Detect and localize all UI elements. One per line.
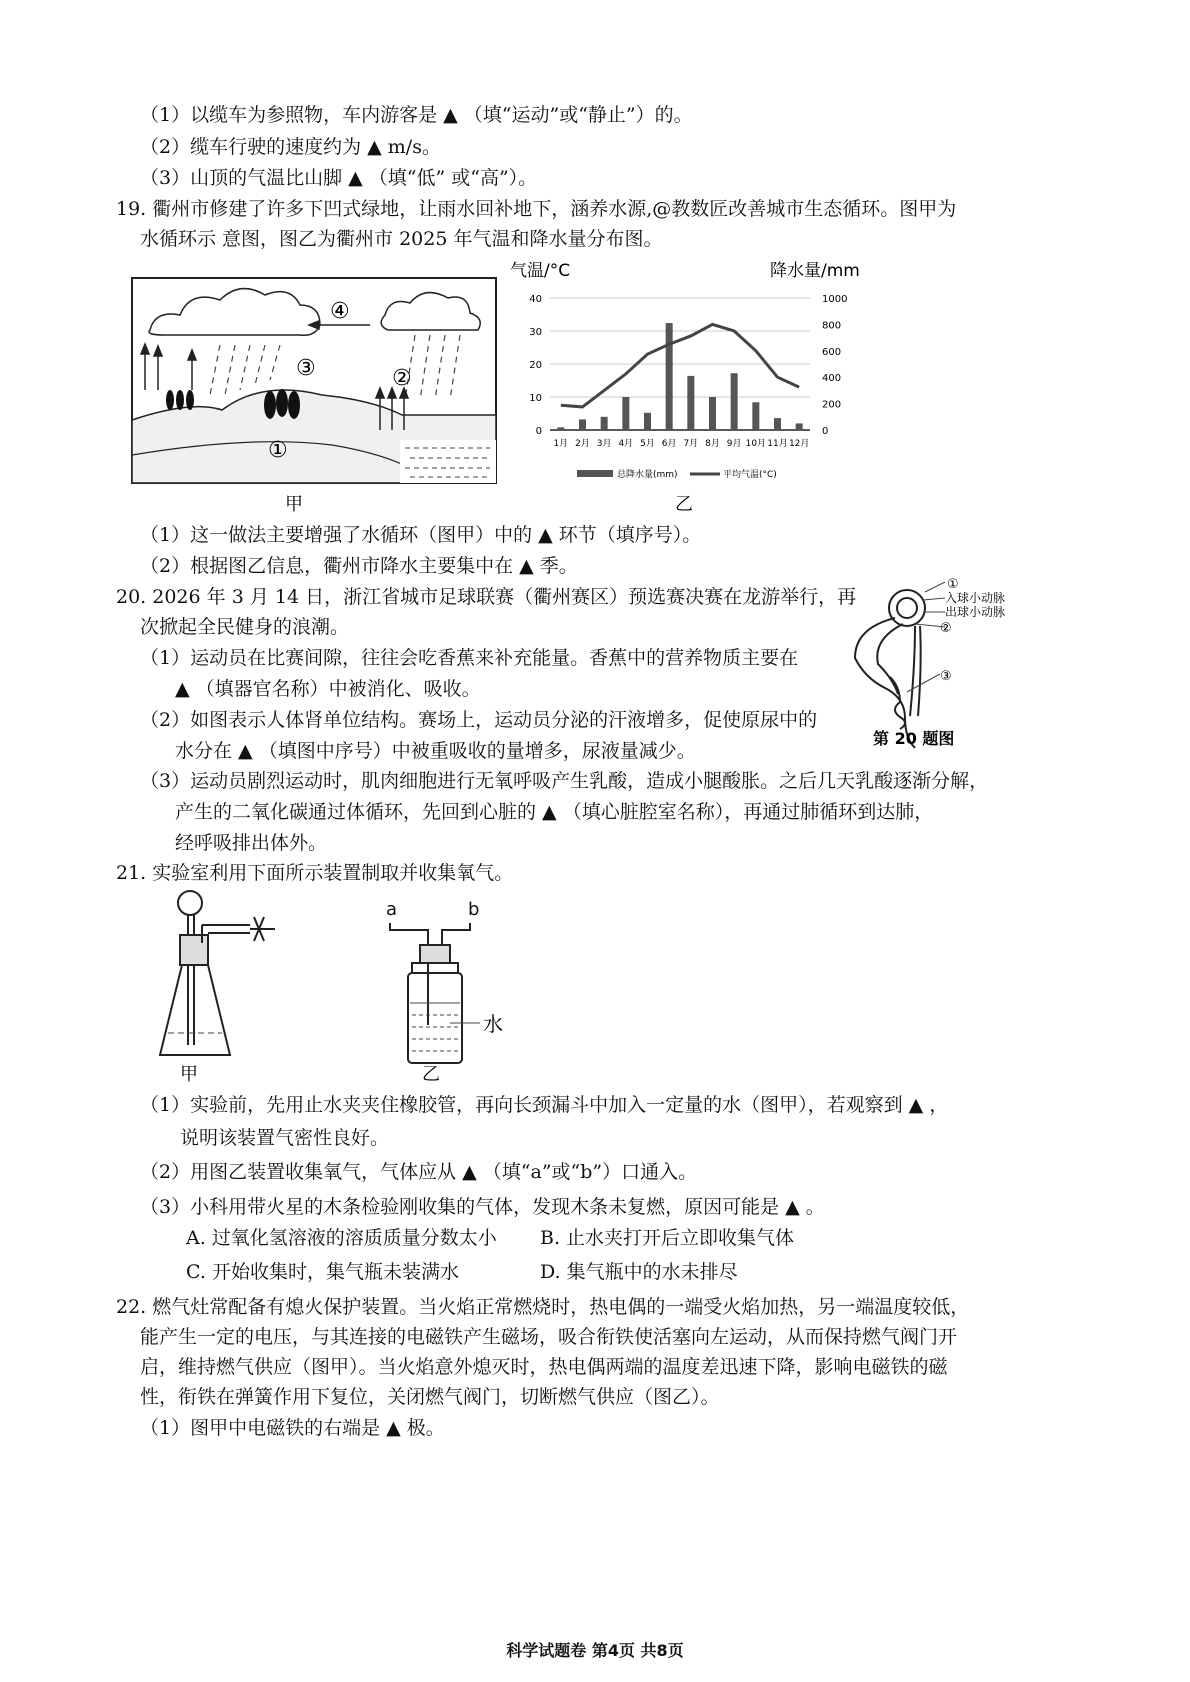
option-b: B. 止水夹打开后立即收集气体 [540,1227,795,1249]
temperature-line [561,324,799,407]
precip-bar [731,373,738,430]
label-n2: ② [940,621,952,636]
label-1: ① [268,438,288,463]
precip-bar [622,397,629,430]
q19-stem-1: 19. 衢州市修建了许多下凹式绿地，让雨水回补地下，涵养水源,@教数匠改善城市生态循环。图甲为 [116,198,957,220]
x-tick: 9月 [726,439,742,449]
precip-bar [687,376,694,430]
legend-temp: 平均气温(°C) [723,470,777,480]
precip-bar [666,323,673,430]
y-right-tick: 800 [822,320,842,332]
y-right-tick: 0 [822,426,829,437]
y-right-tick: 400 [822,373,842,385]
q21-sub2: （2）用图乙装置收集氧气，气体应从 ▲ （填“a”或“b”）口通入。 [140,1161,698,1183]
q18-sub2: （2）缆车行驶的速度约为 ▲ m/s。 [140,136,441,158]
label-efferent: 出球小动脉 [945,605,1006,619]
y-right-tick: 1000 [822,294,848,305]
option-d: D. 集气瓶中的水未排尽 [540,1261,738,1283]
q20-sub2-b: 水分在 ▲ （填图中序号）中被重吸收的量增多，尿液量减少。 [175,740,696,762]
q21-stem: 21. 实验室利用下面所示装置制取并收集氧气。 [116,862,514,884]
legend-bar-swatch [577,470,613,477]
q20-sub3-c: 经呼吸排出体外。 [175,832,328,854]
x-tick: 11月 [767,439,788,449]
q19-sub1: （1）这一做法主要增强了水循环（图甲）中的 ▲ 环节（填序号）。 [140,524,702,546]
y-left-tick: 20 [529,360,542,371]
q18-sub1: （1）以缆车为参照物，车内游客是 ▲ （填“运动”或“静止”）的。 [140,104,693,126]
apparatus-figure [150,885,530,1085]
q22-stem-3: 启，维持燃气供应（图甲）。当火焰意外熄灭时，热电偶两端的温度差迅速下降，影响电磁铁的磁 [140,1356,948,1378]
page-footer: 科学试题卷 第4页 共8页 [506,1641,684,1660]
option-a: A. 过氧化氢溶液的溶质质量分数太小 [186,1227,497,1249]
precip-bar [579,419,586,430]
x-tick: 3月 [596,439,612,449]
fig21-caption-b: 乙 [422,1064,440,1085]
q20-sub1-a: （1）运动员在比赛间隙，往往会吃香蕉来补充能量。香蕉中的营养物质主要在 [140,647,799,669]
x-tick: 10月 [745,439,767,449]
precip-bar [796,423,803,430]
x-tick: 7月 [683,439,699,449]
q22-stem-4: 性，衔铁在弹簧作用下复位，关闭燃气阀门，切断燃气供应（图乙）。 [140,1386,720,1408]
nephron-figure [845,572,1045,757]
q21-sub1-a: （1）实验前，先用止水夹夹住橡胶管，再向长颈漏斗中加入一定量的水（图甲），若观察到 ▲ ， [140,1094,949,1116]
label-afferent: 入球小动脉 [945,591,1006,605]
q19-sub2: （2）根据图乙信息，衢州市降水主要集中在 ▲ 季。 [140,555,578,577]
y-left-tick: 40 [529,294,542,305]
q20-sub3-a: （3）运动员剧烈运动时，肌肉细胞进行无氧呼吸产生乳酸，造成小腿酸胀。之后几天乳酸逐渐分解， [140,770,989,792]
legend-precip: 总降水量(mm) [617,470,678,480]
q22-sub1: （1）图甲中电磁铁的右端是 ▲ 极。 [140,1417,445,1439]
label-n3: ③ [940,669,952,684]
water-label: 水 [483,1012,503,1036]
q19-stem-2: 水循环示 意图，图乙为衢州市 2025 年气温和降水量分布图。 [140,228,663,250]
y-left-tick: 30 [529,327,542,338]
q20-stem-2: 次掀起全民健身的浪潮。 [140,616,350,638]
climate-chart [505,258,865,520]
chart-caption: 乙 [675,494,693,515]
label-n1: ① [947,577,959,592]
fig19a-caption: 甲 [285,494,303,515]
q20-stem-1: 20. 2026 年 3 月 14 日，浙江省城市足球联赛（衢州赛区）预选赛决赛在龙游举行，再 [116,586,857,608]
precip-bar [557,427,564,430]
q22-stem-1: 22. 燃气灶常配备有熄火保护装置。当火焰正常燃烧时，热电偶的一端受火焰加热，另一端温度较低， [116,1296,970,1318]
x-tick: 2月 [575,439,590,449]
x-tick: 12月 [788,439,810,449]
fig20-caption: 第 20 题图 [873,729,955,748]
label-4: ④ [330,299,350,324]
y-left-tick: 10 [529,393,542,404]
q20-sub1-b: ▲ （填器官名称）中被消化、吸收。 [175,678,481,700]
x-tick: 6月 [661,439,677,449]
q18-sub3: （3）山顶的气温比山脚 ▲ （填“低” 或“高”）。 [140,167,538,189]
q21-sub1-b: 说明该装置气密性良好。 [180,1127,390,1149]
precip-bar [774,418,781,430]
label-2: ② [392,366,412,391]
precip-bar [709,397,716,430]
q22-stem-2: 能产生一定的电压，与其连接的电磁铁产生磁场，吸合衔铁使活塞向左运动，从而保持燃气阀门开 [140,1326,958,1348]
precip-bar [644,413,651,430]
fig21-caption-a: 甲 [180,1064,198,1085]
precip-bar [752,402,759,430]
option-c: C. 开始收集时，集气瓶未装满水 [186,1261,459,1283]
y-left-tick: 0 [535,426,542,437]
x-tick: 8月 [705,439,720,449]
x-tick: 5月 [640,439,655,449]
q20-sub2-a: （2）如图表示人体肾单位结构。赛场上，运动员分泌的汗液增多，促使原尿中的 [140,709,818,731]
y-right-tick: 600 [822,346,842,358]
x-tick: 1月 [553,439,569,449]
x-tick: 4月 [618,439,634,449]
label-3: ③ [296,356,316,381]
q21-sub3: （3）小科用带火星的木条检验刚收集的气体，发现木条未复燃，原因可能是 ▲ 。 [140,1196,825,1218]
port-b: b [468,899,480,920]
q20-sub3-b: 产生的二氧化碳通过体循环，先回到心脏的 ▲ （填心脏腔室名称），再通过肺循环到达肺， [175,801,934,823]
y-right-label: 降水量/mm [770,261,860,281]
precip-bar [601,417,608,430]
water-cycle-figure [130,270,500,520]
y-right-tick: 200 [822,399,842,411]
y-left-label: 气温/°C [510,261,571,281]
port-a: a [386,899,398,920]
